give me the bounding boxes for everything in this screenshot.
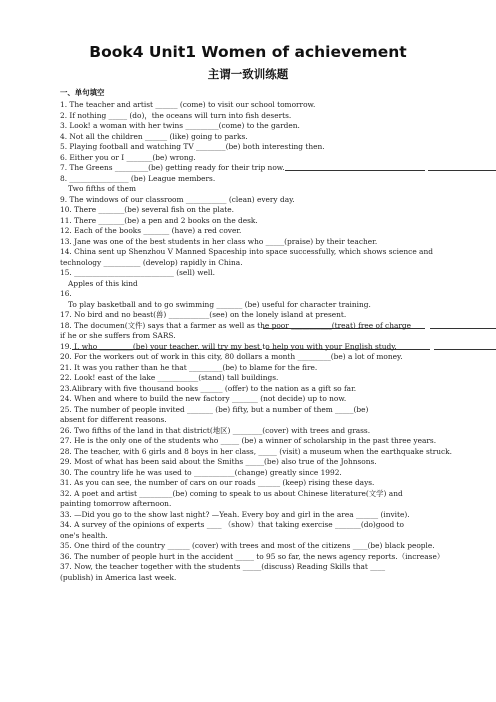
- exercise-text: 25. The number of people invited _______ (be) fifty, but a number of them _____(be): [60, 404, 369, 414]
- exercise-text: 13. Jane was one of the best students in her class who _____(praise) by their teacher.: [60, 236, 378, 246]
- exercise-item: [60, 510, 496, 521]
- exercise-text: 31. As you can see, the number of cars on our roads ______ (keep) rising these days.: [60, 478, 375, 487]
- exercise-text: 28. The teacher, with 6 girls and 8 boys in her class, _____ (visit) a museum when the earthquake struck.: [60, 446, 452, 456]
- exercise-text: 9. The windows of our classroom ___________ (clean) every day.: [60, 194, 295, 204]
- exercise-text: 22. Look! east of the lake ___________(stand) tall buildings.: [60, 373, 279, 382]
- exercise-text: 19. I, who _________(be) your teacher, will try my best to help you with your English study.: [60, 341, 397, 351]
- exercise-item: [60, 384, 496, 395]
- exercise-text: 33. —Did you go to the show last night? —Yeah. Every boy and girl in the area ______ (invite).: [60, 509, 410, 519]
- exercise-text: 1. The teacher and artist ______ (come) to visit our school tomorrow.: [60, 100, 316, 109]
- exercise-item: [60, 489, 496, 510]
- exercise-text: 6. Either you or I _______(be) wrong.: [60, 152, 196, 162]
- exercise-item: [60, 520, 496, 541]
- exercise-item: [60, 352, 496, 363]
- exercise-continuation: one's health.: [60, 530, 108, 540]
- exercise-continuation: Apples of this kind: [68, 278, 138, 288]
- exercise-text: 10. There _______(be) several fish on the plate.: [60, 205, 234, 214]
- answer-rule: [266, 349, 430, 350]
- exercise-text: 3. Look! a woman with her twins _________(come) to the garden.: [60, 121, 300, 130]
- exercise-continuation: if he or she suffers from SARS.: [60, 331, 176, 340]
- exercise-text: 23.Alibrary with five thousand books ______ (offer) to the nation as a gift so far.: [60, 383, 357, 393]
- exercise-text: 15. ___________________________ (sell) well.: [60, 268, 216, 277]
- exercise-item: [60, 342, 496, 353]
- exercise-text: 37. Now, the teacher together with the students _____(discuss) Reading Skills that ____: [60, 562, 386, 571]
- exercise-item: [60, 195, 496, 206]
- exercise-text: 24. When and where to build the new factory _______ (not decide) up to now.: [60, 394, 347, 403]
- exercise-item: [60, 247, 496, 268]
- exercise-text: 27. He is the only one of the students who _____ (be) a winner of scholarship in the past three years.: [60, 436, 437, 445]
- exercise-item: [60, 142, 496, 153]
- exercise-text: 26. Two fifths of the land in that district(地区) ________(cover) with trees and grass.: [60, 425, 371, 435]
- exercise-item: [60, 373, 496, 384]
- exercise-item: [60, 562, 496, 583]
- exercise-continuation: (publish) in America last week.: [60, 572, 177, 582]
- exercise-text: 21. It was you rather than he that _________(be) to blame for the fire.: [60, 362, 318, 372]
- exercise-item: [60, 216, 496, 227]
- answer-rule: [72, 349, 262, 350]
- answer-rule: [428, 170, 496, 171]
- exercise-continuation: technology __________ (develop) rapidly in China.: [60, 257, 243, 267]
- answer-rule: [263, 328, 425, 329]
- exercise-item: [60, 205, 496, 216]
- exercise-item: [60, 552, 496, 563]
- exercise-item: [60, 111, 496, 122]
- exercise-text: 34. A survey of the opinions of experts ____ （show）that taking exercise _______(do)good to: [60, 520, 404, 529]
- exercise-text: 29. Most of what has been said about the Smiths _____(be) also true of the Johnsons.: [60, 457, 377, 466]
- exercise-text: 8. ________________ (be) League members.: [60, 173, 216, 183]
- exercise-text: 35. One third of the country ______ (cover) with trees and most of the citizens ____(be) black people.: [60, 541, 435, 550]
- exercise-item: [60, 541, 496, 552]
- document-subtitle: 主谓一致训练题: [207, 67, 289, 81]
- exercise-item: [60, 436, 496, 447]
- answer-rule: [434, 349, 496, 350]
- exercise-list: [60, 100, 496, 583]
- exercise-item: [60, 457, 496, 468]
- exercise-item: [60, 100, 496, 111]
- answer-rule: [285, 170, 425, 171]
- exercise-item: [60, 153, 496, 164]
- exercise-text: 5. Playing football and watching TV ________(be) both interesting then.: [60, 142, 325, 151]
- exercise-item: [60, 289, 496, 310]
- exercise-text: 17. No bird and no beast(兽) ___________(see) on the lonely island at present.: [60, 310, 347, 319]
- exercise-item: [60, 321, 496, 342]
- exercise-continuation: Two fifths of them: [68, 184, 136, 193]
- exercise-item: [60, 478, 496, 489]
- exercise-text: 18. The documen(文件) says that a farmer as well as the poor ___________(treat) free of charge: [60, 320, 411, 330]
- exercise-item: [60, 394, 496, 405]
- exercise-text: 16.: [60, 289, 72, 298]
- document-title: Book4 Unit1 Women of achievement: [89, 43, 407, 61]
- exercise-text: 36. The number of people hurt in the accident _____ to 95 so far, the news agency reports.（increase）: [60, 551, 445, 561]
- exercise-item: [60, 426, 496, 437]
- exercise-item: [60, 405, 496, 426]
- exercise-item: [60, 468, 496, 479]
- exercise-item: [60, 121, 496, 132]
- exercise-item: [60, 268, 496, 289]
- exercise-item: [60, 363, 496, 374]
- exercise-item: [60, 447, 496, 458]
- answer-rule: [430, 328, 496, 329]
- exercise-item: [60, 310, 496, 321]
- exercise-item: [60, 237, 496, 248]
- exercise-text: 2. If nothing _____ (do)，the oceans will turn into fish deserts.: [60, 110, 292, 120]
- exercise-text: 7. The Greens _________(be) getting ready for their trip now.: [60, 163, 285, 172]
- exercise-continuation: absent for different reasons.: [60, 415, 167, 424]
- exercise-item: [60, 163, 496, 174]
- exercise-text: 11. There _______(be) a pen and 2 books on the desk.: [60, 215, 258, 225]
- exercise-text: 20. For the workers out of work in this city, 80 dollars a month _________(be) a lot of money.: [60, 352, 403, 361]
- section-heading: 一、单句填空: [60, 88, 105, 97]
- exercise-continuation: painting tomorrow afternoon.: [60, 499, 172, 508]
- exercise-item: [60, 174, 496, 195]
- exercise-text: 4. Not all the children ______ (like) going to parks.: [60, 131, 248, 141]
- exercise-text: 12. Each of the books _______ (have) a red cover.: [60, 226, 242, 235]
- exercise-text: 32. A poet and artist _________(be) coming to speak to us about Chinese literature(文学) and: [60, 488, 403, 498]
- exercise-item: [60, 226, 496, 237]
- exercise-continuation: To play basketball and to go swimming _______ (be) useful for character training.: [68, 299, 371, 309]
- exercise-text: 30. The country life he was used to ___________(change) greatly since 1992.: [60, 467, 342, 477]
- exercise-text: 14. China sent up Shenzhou V Manned Spaceship into space successfully, which shows science and: [60, 247, 433, 256]
- exercise-item: [60, 132, 496, 143]
